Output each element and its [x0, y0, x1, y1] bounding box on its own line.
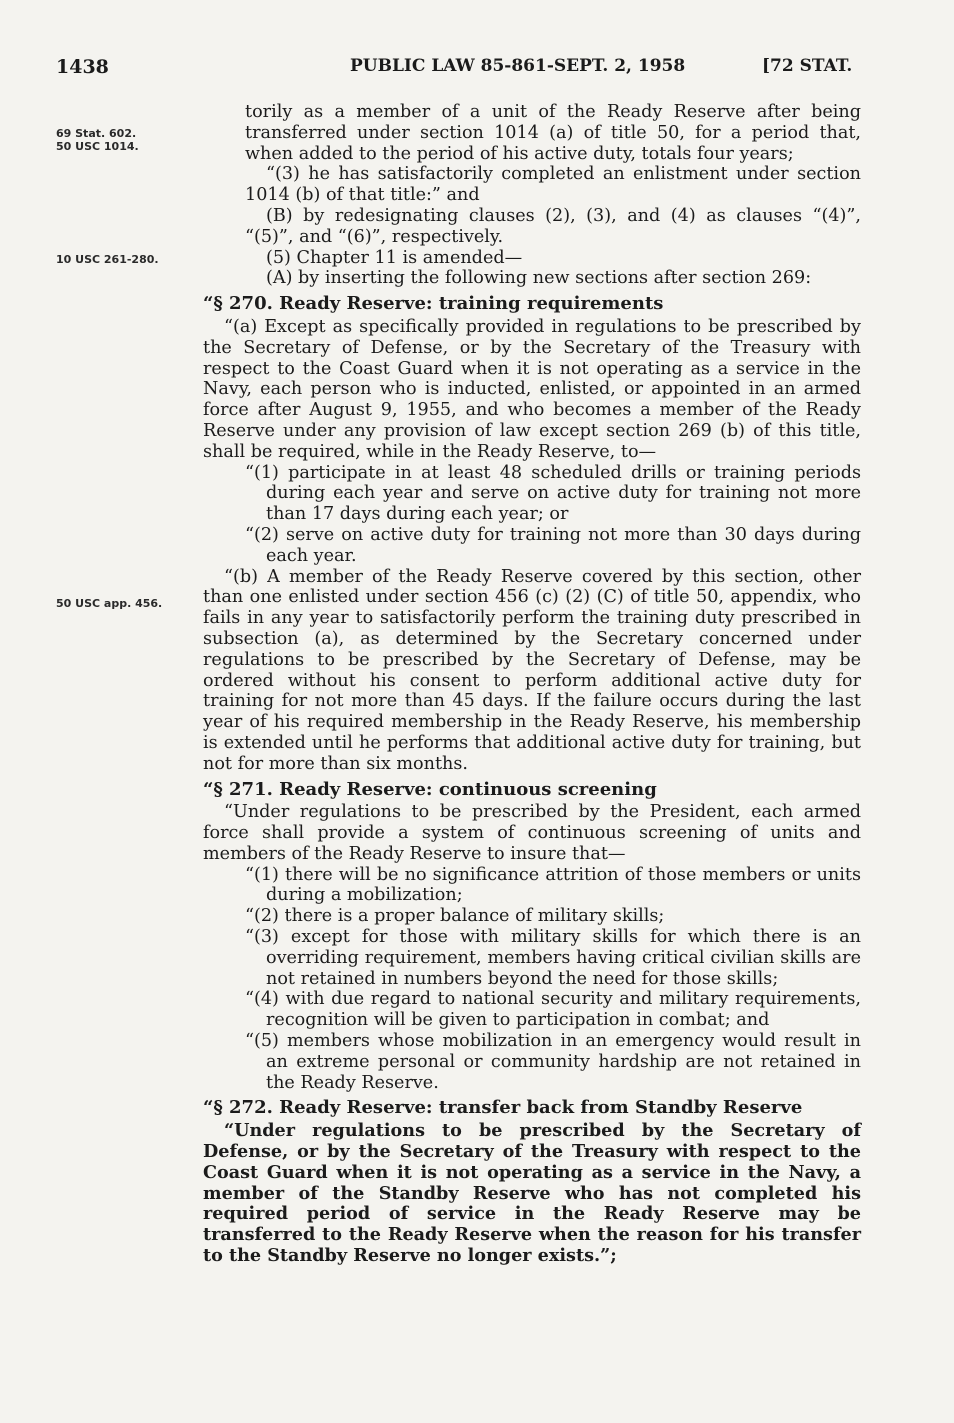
volume-reference: [72 STAT. [762, 56, 853, 76]
margin-note-usc-261: 10 USC 261-280. [56, 253, 159, 266]
section-271-item-2: “(2) there is a proper balance of military skills; [245, 906, 665, 927]
margin-note-usc-1014: 50 USC 1014. [56, 140, 139, 153]
section-271-item-5: “(5) members whose mobilization in an emergency would result in an extreme personal or community hardship are not retained in the Ready Reserve. [245, 1031, 861, 1093]
chapter-11-amendment: (5) Chapter 11 is amended— [266, 247, 523, 268]
clause-a-insert: (A) by inserting the following new sections after section 269: [266, 268, 812, 289]
section-271-item-4: “(4) with due regard to national security and military requirements, recognition will be given to participation in combat; and [245, 989, 861, 1031]
section-270-a: “(a) Except as specifically provided in regulations to be prescribed by the Secretary of Defense, or by the Secretary of the Treasury with respect to the Coast Guard when it is not operating as a service in the Navy, each person who is inducted, enlisted, or appointed in an armed force after August 9, 1955, and who becomes a member of the Ready Reserve under any provision of law except section 269 (b) of this title, shall be required, while in the Ready Reserve, to— [203, 316, 861, 462]
section-271-heading: “§ 271. Ready Reserve: continuous screening [203, 778, 657, 800]
section-270-a1: “(1) participate in at least 48 scheduled drills or training periods during each year and serve on active duty for training not more than 17 days during each year; or [245, 462, 861, 525]
clause-3: “(3) he has satisfactorily completed an enlistment under section 1014 (b) of that title:” and [245, 164, 861, 206]
margin-note-stat: 69 Stat. 602. [56, 127, 137, 140]
page-number: 1438 [56, 56, 109, 78]
document-body [203, 102, 861, 1267]
section-272-text: “Under regulations to be prescribed by the Secretary of Defense, or by the Secretary of the Treasury with respect to the Coast Guard when it is not operating as a service in the Navy, a member of the Standby Reserve who has not completed his required period of service in the Ready Reserve may be transferred to the Ready Reserve when the reason for his transfer to the Standby Reserve no longer exists.”; [203, 1120, 861, 1267]
section-271-item-1: “(1) there will be no significance attrition of those members or units during a mobilization; [245, 864, 861, 906]
section-272-heading: “§ 272. Ready Reserve: transfer back from Standby Reserve [203, 1097, 803, 1119]
section-270-heading: “§ 270. Ready Reserve: training requirements [203, 293, 664, 315]
paragraph-continuation: torily as a member of a unit of the Ready Reserve after being transferred under section 1014 (a) of title 50, for a period that, when added to the period of his active duty, totals four years; [245, 102, 861, 164]
section-270-b: “(b) A member of the Ready Reserve covered by this section, other than one enlisted under section 456 (c) (2) (C) of title 50, appendix, who fails in any year to satisfactorily perform the training duty prescribed in subsection (a), as determined by the Secretary concerned under regulations to be prescribed by the Secretary of Defense, may be ordered without his consent to perform additional active duty for training for not more than 45 days. If the failure occurs during the last year of his required membership in the Ready Reserve, his membership is extended until he performs that additional active duty for training, but not for more than six months. [203, 566, 861, 774]
section-271-intro: “Under regulations to be prescribed by the President, each armed force shall provide a system of continuous screening of units and members of the Ready Reserve to insure that— [203, 802, 861, 864]
section-271-item-3: “(3) except for those with military skills for which there is an overriding requirement, members having critical civilian skills are not retained in numbers beyond the need for those skills; [245, 927, 861, 989]
section-270-a2: “(2) serve on active duty for training not more than 30 days during each year. [245, 524, 861, 566]
clause-b-redesignation: (B) by redesignating clauses (2), (3), and (4) as clauses “(4)”, “(5)”, and “(6)”, respectively. [245, 205, 861, 247]
margin-note-usc-app-456: 50 USC app. 456. [56, 597, 163, 610]
running-title: PUBLIC LAW 85-861-SEPT. 2, 1958 [350, 56, 686, 76]
